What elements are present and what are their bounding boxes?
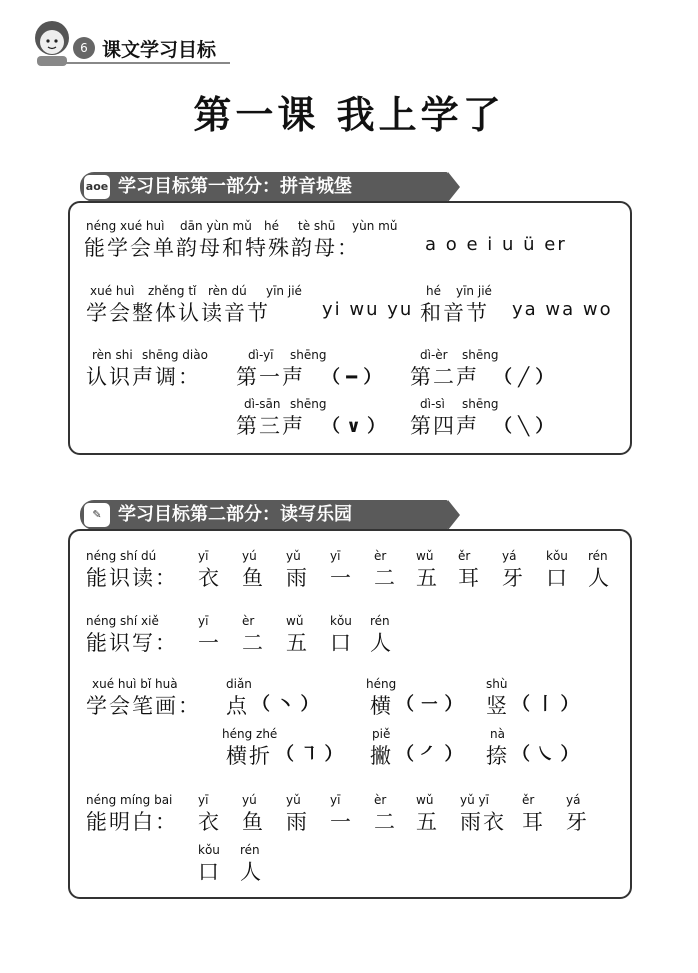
pinyin: yǔ [286, 793, 301, 807]
pinyin: néng shí xiě [86, 614, 159, 628]
hanzi-char: 雨衣 [460, 810, 506, 834]
strokes-label: 学会笔画： [86, 694, 201, 718]
pinyin: yī [198, 549, 209, 563]
pinyin: kǒu [198, 843, 220, 857]
pinyin: shēng [290, 348, 327, 362]
hanzi-char: 牙 [566, 810, 589, 834]
section1-banner-text: 学习目标第一部分：拼音城堡 [118, 176, 352, 197]
stroke-mark-right-falling: （ ㇏ ） [512, 744, 579, 765]
pinyin: héng [366, 677, 397, 691]
pinyin: wǔ [416, 549, 434, 563]
pinyin: xué huì [90, 284, 135, 298]
pinyin: yǔ [286, 549, 301, 563]
pinyin: yīn jié [456, 284, 492, 298]
tone-mark-flat: （ ━ ） [322, 367, 382, 388]
hanzi-char: 衣 [198, 810, 221, 834]
pinyin: èr [374, 793, 387, 807]
hanzi-char: 五 [286, 631, 309, 655]
pinyin: shēng [290, 397, 327, 411]
objective-text: 认识声调： [86, 365, 201, 389]
pinyin: nà [490, 727, 505, 741]
pinyin: néng míng bai [86, 793, 173, 807]
pinyin: rén [370, 614, 390, 628]
hanzi-char: 二 [374, 810, 397, 834]
pinyin: shù [486, 677, 508, 691]
pencil-icon: ✎ [84, 503, 110, 527]
pinyin: wǔ [286, 614, 304, 628]
pinyin: shēng diào [142, 348, 208, 362]
hanzi-char: 鱼 [242, 566, 265, 590]
stroke-name: 捺 [486, 744, 509, 768]
pinyin: èr [374, 549, 387, 563]
pinyin: shēng [462, 397, 499, 411]
stroke-mark-horizontal: （ ㇐ ） [396, 694, 463, 715]
syllables: yi wu yu [322, 299, 414, 320]
hanzi-char: 口 [330, 631, 353, 655]
pinyin: kǒu [330, 614, 352, 628]
hanzi-char: 耳 [522, 810, 545, 834]
hanzi-char: 一 [330, 566, 353, 590]
pinyin: xué huì bǐ huà [92, 677, 178, 691]
write-label: 能识写： [86, 631, 178, 655]
hanzi-char: 二 [242, 631, 265, 655]
hanzi-char: 人 [588, 566, 611, 590]
pinyin: yī [330, 793, 341, 807]
pinyin: diǎn [226, 677, 252, 691]
hanzi-char: 牙 [502, 566, 525, 590]
tone-mark-falling: （ ╲ ） [494, 416, 554, 437]
hanzi-char: 人 [240, 860, 263, 884]
tone-name: 第二声 [410, 365, 479, 389]
lesson-title: 第一课 我上学了 [193, 93, 505, 137]
pinyin: rèn shi [92, 348, 133, 362]
read-label: 能识读： [86, 566, 178, 590]
stroke-name: 撇 [370, 744, 393, 768]
header-rule [40, 62, 230, 64]
pinyin: rén [588, 549, 608, 563]
pinyin: dì-sān [244, 397, 281, 411]
pinyin: yú [242, 549, 257, 563]
objective-text: 能学会单韵母和特殊韵母： [84, 236, 360, 260]
understand-label: 能明白： [86, 810, 178, 834]
tone-name: 第三声 [236, 414, 305, 438]
section2-banner-text: 学习目标第二部分：读写乐园 [118, 504, 352, 525]
hanzi-char: 五 [416, 566, 439, 590]
pinyin: dì-èr [420, 348, 448, 362]
pinyin: kǒu [546, 549, 568, 563]
hanzi-char: 雨 [286, 566, 309, 590]
header-title: 课文学习目标 [102, 39, 217, 61]
banner-tail [448, 500, 460, 530]
stroke-name: 横折 [226, 744, 272, 768]
pinyin: néng [86, 219, 117, 233]
objective-text: 学会整体认读音节 [86, 301, 270, 325]
hanzi-char: 雨 [286, 810, 309, 834]
syllables: ya wa wo [512, 299, 613, 320]
pinyin: yī [198, 793, 209, 807]
pinyin: èr [242, 614, 255, 628]
page-number-badge: 6 [73, 37, 95, 59]
stroke-mark-left-falling: （ ㇒ ） [396, 744, 463, 765]
pinyin: ěr [522, 793, 535, 807]
hanzi-char: 口 [546, 566, 569, 590]
objective-text: 和音节 [420, 301, 489, 325]
stroke-name: 横 [370, 694, 393, 718]
pinyin: shēng [462, 348, 499, 362]
hanzi-char: 鱼 [242, 810, 265, 834]
pinyin: yī [198, 614, 209, 628]
pinyin: rén [240, 843, 260, 857]
pinyin: dān yùn mǔ [180, 219, 252, 233]
tone-name: 第一声 [236, 365, 305, 389]
hanzi-char: 耳 [458, 566, 481, 590]
pinyin: tè shū [298, 219, 336, 233]
vowel-letters: a o e i u ü er [425, 234, 567, 255]
tone-name: 第四声 [410, 414, 479, 438]
aoe-icon: aoe [84, 175, 110, 199]
pinyin: dì-sì [420, 397, 445, 411]
girl-mascot-icon [28, 12, 78, 68]
banner-tail [448, 172, 460, 202]
section1-banner [80, 172, 448, 202]
pinyin: hé [264, 219, 279, 233]
pinyin: xué huì [120, 219, 165, 233]
pinyin: yú [242, 793, 257, 807]
pinyin: néng shí dú [86, 549, 157, 563]
tone-mark-rising: （ ╱ ） [494, 367, 554, 388]
pinyin: yīn jié [266, 284, 302, 298]
section2-banner [80, 500, 448, 530]
stroke-mark-dot: （ ㇔ ） [252, 694, 319, 715]
stroke-mark-horizontal-turn: （ ㇕ ） [276, 744, 343, 765]
hanzi-char: 人 [370, 631, 393, 655]
hanzi-char: 五 [416, 810, 439, 834]
stroke-mark-vertical: （ ㇑ ） [512, 694, 579, 715]
pinyin: héng zhé [222, 727, 278, 741]
stroke-name: 点 [226, 694, 249, 718]
stroke-name: 竖 [486, 694, 509, 718]
pinyin: yī [330, 549, 341, 563]
pinyin: yá [502, 549, 517, 563]
pinyin: piě [372, 727, 391, 741]
pinyin: yǔ yī [460, 793, 489, 807]
hanzi-char: 一 [198, 631, 221, 655]
hanzi-char: 衣 [198, 566, 221, 590]
pinyin: zhěng tǐ [148, 284, 197, 298]
pinyin: ěr [458, 549, 471, 563]
pinyin: rèn dú [208, 284, 247, 298]
pinyin: yùn mǔ [352, 219, 398, 233]
hanzi-char: 口 [198, 860, 221, 884]
pinyin: yá [566, 793, 581, 807]
hanzi-char: 一 [330, 810, 353, 834]
pinyin: wǔ [416, 793, 434, 807]
pinyin: dì-yī [248, 348, 274, 362]
tone-mark-dip: （ ∨ ） [322, 416, 386, 437]
hanzi-char: 二 [374, 566, 397, 590]
pinyin: hé [426, 284, 441, 298]
